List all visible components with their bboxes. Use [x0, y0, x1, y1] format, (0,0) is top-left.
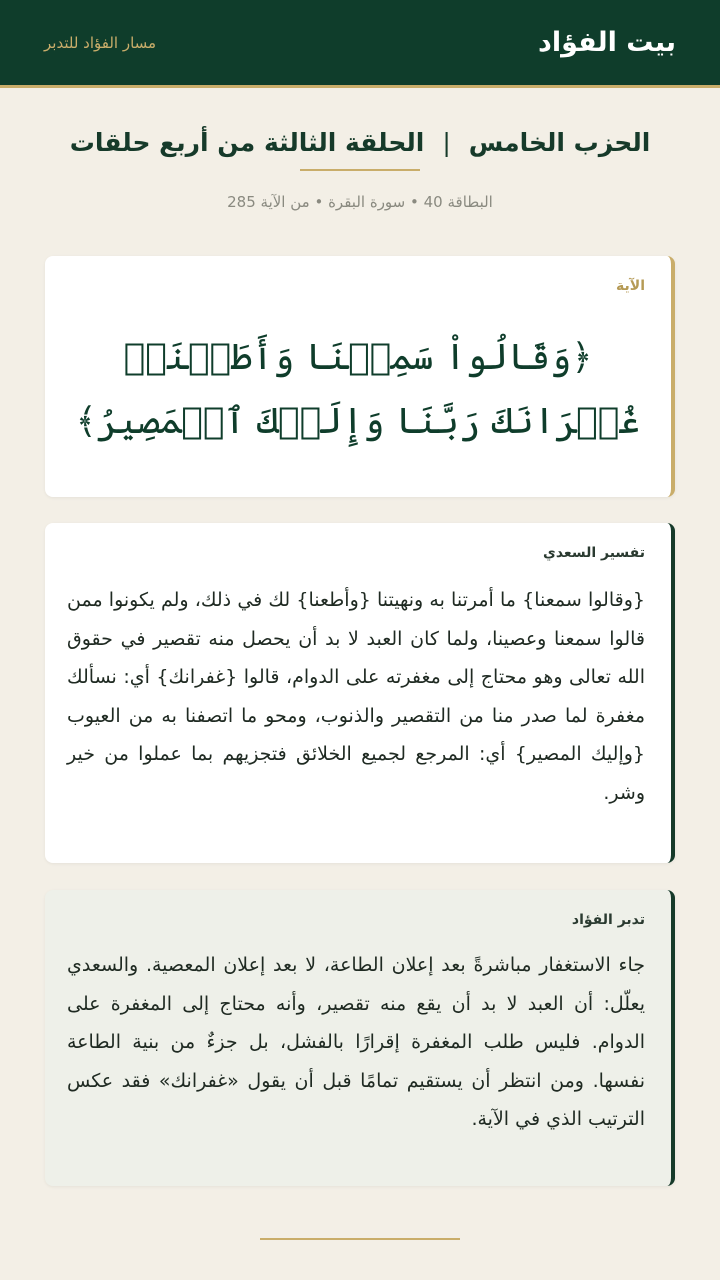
title-divider: [300, 169, 420, 171]
verse-card: [45, 256, 675, 497]
tadabbur-card-label: تدبر الفؤاد: [571, 912, 645, 928]
nav-link-path[interactable]: مسار الفؤاد للتدبر: [44, 33, 157, 52]
page-title: [0, 128, 720, 157]
footer-divider: [260, 1238, 460, 1240]
tadabbur-card: [45, 890, 675, 1186]
tafsir-card: [45, 523, 675, 863]
verse-text: ﴿وَقَالُواْ سَمِعۡنَا وَأَطَعۡنَاۖ غُفۡرَانَكَ رَبَّنَا وَإِلَيۡكَ ٱلۡمَصِيرُ﴾: [75, 337, 641, 442]
session-title: الحلقة الثالثة من أربع حلقات: [69, 128, 425, 157]
brand-title[interactable]: بيت الفؤاد: [537, 27, 676, 58]
title-separator: |: [442, 128, 451, 157]
tafsir-text: {وقالوا سمعنا} ما أمرتنا به ونهيتنا {وأطعنا} لك في ذلك، ولم يكونوا ممن قالوا سمعنا وعصينا، ولما كان العبد لا بد أن يحصل منه تقصير في حقوق الله تعالى وهو محتاج إلى مغفرته على الدوام، قالوا {غفرانك} أي: نسألك مغفرة لما صدر منا من التقصير والذنوب، ومحو ما اتصفنا به من العيوب {وإليك المصير} أي: المرجع لجميع الخلائق فتجزيهم بما عملوا من خير وشر.: [67, 589, 645, 804]
verse-card-label: الآية: [616, 278, 645, 294]
card-meta: البطاقة 40 • سورة البقرة • من الآية 285: [227, 193, 493, 211]
tadabbur-text: جاء الاستغفار مباشرةً بعد إعلان الطاعة، لا بعد إعلان المعصية. والسعدي يعلّل: أن العبد لا بد أن يقع منه تقصير، وأنه محتاج إلى المغفرة على الدوام. فليس طلب المغفرة إقرارًا بالفشل، بل جزءٌ من بنية الطاعة نفسها. ومن انتظر أن يستقيم تمامًا قبل أن يقول «غفرانك» فقد عكس الترتيب الذي في الآية.: [67, 954, 645, 1130]
tafsir-card-label: تفسير السعدي: [543, 545, 645, 561]
hizb-title: الحزب الخامس: [468, 128, 651, 157]
top-bar: [0, 0, 720, 88]
page-header: [0, 88, 720, 211]
